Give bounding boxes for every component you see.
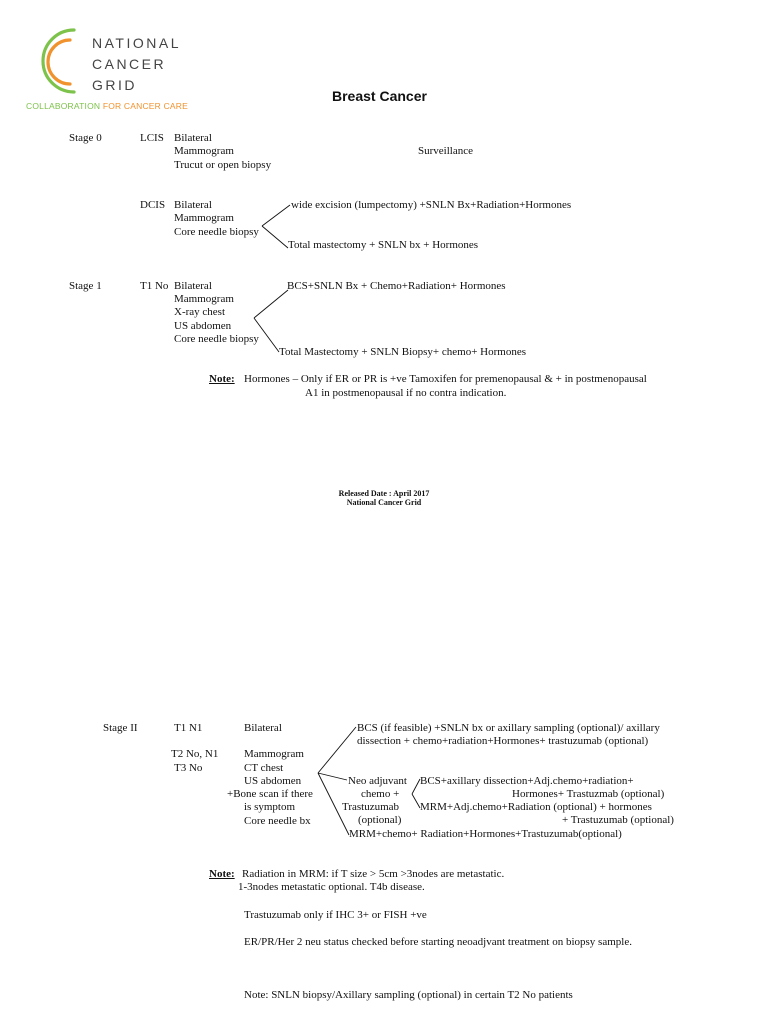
neo-branch-lower bbox=[412, 794, 420, 808]
dcis-branch-upper bbox=[262, 205, 290, 226]
stage1-branch-upper bbox=[254, 290, 288, 318]
lcis-test-2: Mammogram bbox=[174, 145, 234, 157]
note2-line-3: Trastuzumab only if IHC 3+ or FISH +ve bbox=[244, 909, 427, 921]
national-cancer-grid-logo-icon bbox=[22, 22, 92, 102]
neo-option-2-line-1: MRM+Adj.chemo+Radiation (optional) + hormones bbox=[420, 801, 652, 813]
stage1-label: Stage 1 bbox=[69, 280, 102, 292]
stage2-code-1: T1 N1 bbox=[174, 722, 203, 734]
stage2-option-3: MRM+chemo+ Radiation+Hormones+Trastuzumab(optional) bbox=[349, 828, 622, 840]
stage1-code: T1 No bbox=[140, 280, 169, 292]
logo-tag-part1: COLLABORATION bbox=[26, 101, 103, 111]
stage2-test-7: Core needle bx bbox=[244, 815, 311, 827]
note1-line-1: Hormones – Only if ER or PR is +ve Tamoxifen for premenopausal & + in postmenopausal bbox=[244, 373, 647, 385]
logo-line-2: CANCER bbox=[92, 56, 167, 72]
stage2-code-3: T3 No bbox=[174, 762, 203, 774]
stage1-test-4: US abdomen bbox=[174, 320, 232, 332]
neo-adjuvant-line-2: chemo + bbox=[361, 788, 400, 800]
stage2-test-2: Mammogram bbox=[244, 748, 304, 760]
dcis-branch-lower bbox=[262, 226, 288, 248]
stage2-test-6: is symptom bbox=[244, 801, 296, 813]
stage1-option-2: Total Mastectomy + SNLN Biopsy+ chemo+ Hormones bbox=[279, 346, 526, 358]
stage2-test-1: Bilateral bbox=[244, 722, 282, 734]
stage2-code-2: T2 No, N1 bbox=[171, 748, 219, 760]
dcis-label: DCIS bbox=[140, 199, 166, 211]
stage2-option-1-line-1: BCS (if feasible) +SNLN bx or axillary sampling (optional)/ axillary bbox=[357, 722, 660, 734]
stage2-branch-upper bbox=[318, 727, 356, 773]
note3: Note: SNLN biopsy/Axillary sampling (optional) in certain T2 No patients bbox=[244, 989, 573, 1001]
stage2-branch-middle bbox=[318, 773, 347, 780]
neo-option-2-line-2: + Trastuzumab (optional) bbox=[562, 814, 674, 826]
logo-tagline bbox=[26, 101, 188, 111]
dcis-option-2: Total mastectomy + SNLN bx + Hormones bbox=[288, 239, 479, 251]
neo-branch-upper bbox=[412, 779, 420, 794]
logo-tag-part2: FOR CANCER CARE bbox=[102, 101, 188, 111]
note2-label: Note: bbox=[209, 868, 235, 880]
note1-line-2: A1 in postmenopausal if no contra indication. bbox=[305, 387, 507, 399]
stage2-test-5: +Bone scan if there bbox=[227, 788, 313, 800]
stage0-label: Stage 0 bbox=[69, 132, 102, 144]
stage2-test-4: US abdomen bbox=[244, 775, 302, 787]
stage2-label: Stage II bbox=[103, 722, 138, 734]
lcis-test-1: Bilateral bbox=[174, 132, 212, 144]
footer-org: National Cancer Grid bbox=[346, 498, 422, 507]
neo-adjuvant-line-4: (optional) bbox=[358, 814, 402, 826]
stage1-test-2: Mammogram bbox=[174, 293, 234, 305]
stage1-option-1: BCS+SNLN Bx + Chemo+Radiation+ Hormones bbox=[287, 280, 506, 292]
logo-line-1: NATIONAL bbox=[92, 35, 181, 51]
page-title: Breast Cancer bbox=[332, 88, 427, 104]
neo-option-1-line-1: BCS+axillary dissection+Adj.chemo+radiation+ bbox=[420, 775, 634, 787]
lcis-test-3: Trucut or open biopsy bbox=[174, 159, 272, 171]
note2-line-2: 1-3nodes metastatic optional. T4b disease. bbox=[238, 881, 425, 893]
logo-line-3: GRID bbox=[92, 77, 137, 93]
dcis-test-3: Core needle biopsy bbox=[174, 226, 259, 238]
dcis-test-1: Bilateral bbox=[174, 199, 212, 211]
note1-label: Note: bbox=[209, 373, 235, 385]
lcis-label: LCIS bbox=[140, 132, 164, 144]
released-date: Released Date : April 2017 bbox=[338, 489, 430, 498]
note2-line-4: ER/PR/Her 2 neu status checked before starting neoadjvant treatment on biopsy sample. bbox=[244, 936, 632, 948]
stage1-test-1: Bilateral bbox=[174, 280, 212, 292]
lcis-treatment: Surveillance bbox=[418, 145, 473, 157]
stage1-test-3: X-ray chest bbox=[174, 306, 226, 318]
neo-adjuvant-line-1: Neo adjuvant bbox=[348, 775, 407, 787]
neo-option-1-line-2: Hormones+ Trastuzmab (optional) bbox=[512, 788, 665, 800]
dcis-test-2: Mammogram bbox=[174, 212, 234, 224]
stage2-option-1-line-2: dissection + chemo+radiation+Hormones+ trastuzumab (optional) bbox=[357, 735, 649, 747]
stage1-test-5: Core needle biopsy bbox=[174, 333, 259, 345]
note2-line-1: Radiation in MRM: if T size > 5cm >3nodes are metastatic. bbox=[242, 868, 505, 880]
dcis-option-1: wide excision (lumpectomy) +SNLN Bx+Radiation+Hormones bbox=[291, 199, 572, 211]
neo-adjuvant-line-3: Trastuzumab bbox=[342, 801, 400, 813]
stage2-test-3: CT chest bbox=[244, 762, 284, 774]
